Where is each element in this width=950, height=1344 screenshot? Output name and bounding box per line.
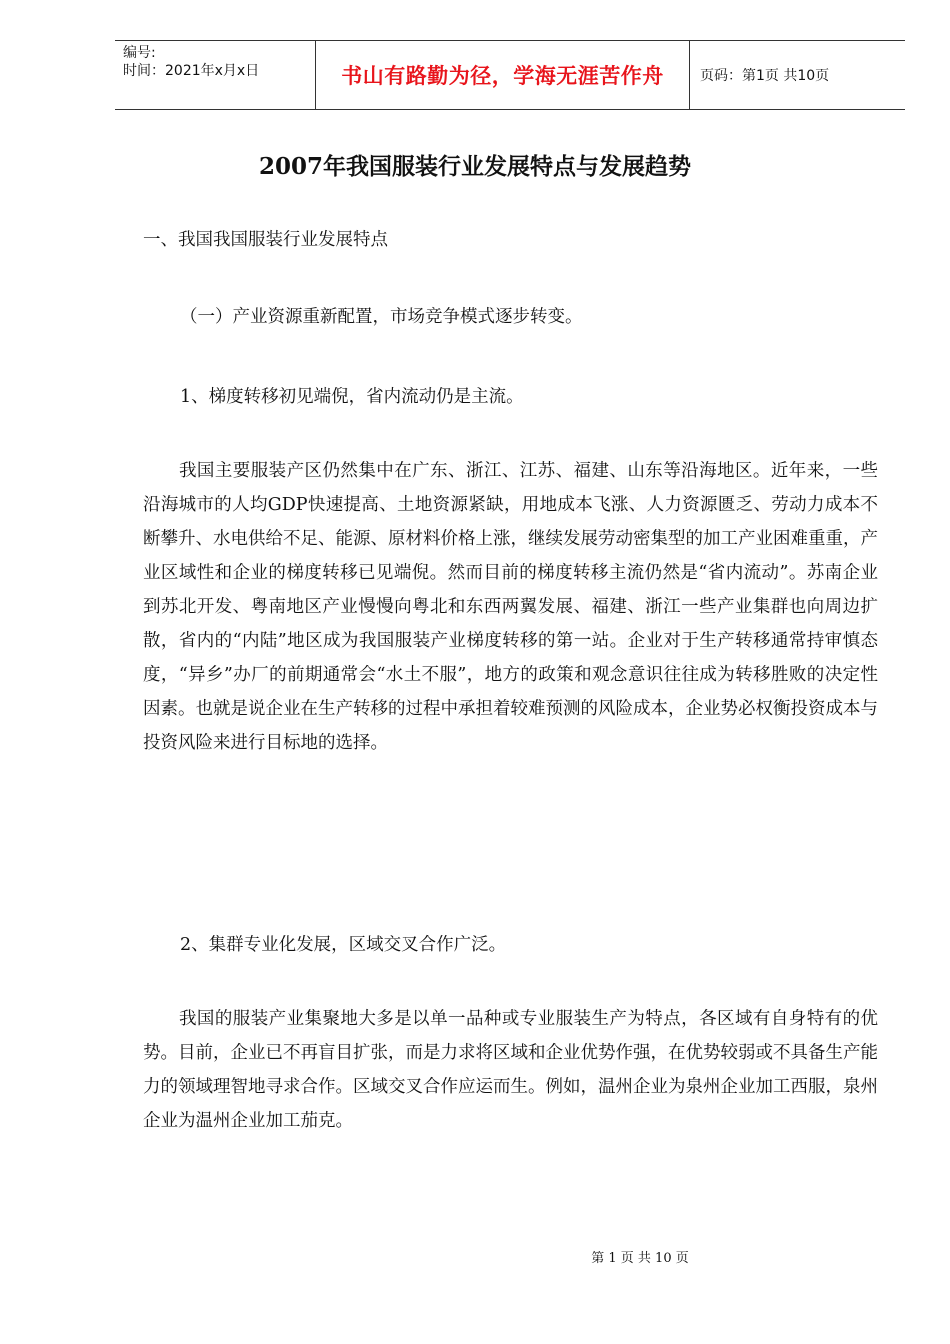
time-label: 时间：2021年x月x日 <box>123 63 260 79</box>
item1-heading: 1、梯度转移初见端倪，省内流动仍是主流。 <box>180 387 524 407</box>
header-page-info <box>690 41 905 109</box>
subsection-heading: （一）产业资源重新配置，市场竞争模式逐步转变。 <box>180 307 583 327</box>
section-heading: 一、我国我国服装行业发展特点 <box>143 230 388 250</box>
number-label: 编号: <box>123 45 156 61</box>
header-meta <box>115 41 316 109</box>
document-title: 2007年我国服装行业发展特点与发展趋势 <box>258 153 691 180</box>
page-info-text: 页码：第1页 共10页 <box>700 68 830 84</box>
item1-paragraph: 我国主要服装产区仍然集中在广东、浙江、江苏、福建、山东等沿海地区。近年来，一些沿海城市的人均GDP快速提高、土地资源紧缺，用地成本飞涨、人力资源匮乏、劳动力成本不断攀升、水电供给不足、能源、原材料价格上涨，继续发展劳动密集型的加工产业困难重重，产业区域性和企业的梯度转移已见端倪。然而目前的梯度转移主流仍然是“省内流动”。苏南企业到苏北开发、粤南地区产业慢慢向粤北和东西两翼发展、福建、浙江一些产业集群也向周边扩散，省内的“内陆”地区成为我国服装产业梯度转移的第一站。企业对于生产转移通常持审慎态度，“异乡”办厂的前期通常会“水土不服”，地方的政策和观念意识往往成为转移胜败的决定性因素。也就是说企业在生产转移的过程中承担着较难预测的风险成本，企业势必权衡投资成本与投资风险来进行目标地的选择。 <box>143 461 878 753</box>
header-motto-cell <box>316 41 690 109</box>
motto-text: 书山有路勤为径，学海无涯苦作舟 <box>341 64 664 88</box>
page-footer: 第 1 页 共 10 页 <box>591 1251 689 1266</box>
item2-heading: 2、集群专业化发展，区域交叉合作广泛。 <box>180 935 507 955</box>
item2-paragraph: 我国的服装产业集聚地大多是以单一品种或专业服装生产为特点，各区域有自身特有的优势。目前，企业已不再盲目扩张，而是力求将区域和企业优势作强，在优势较弱或不具备生产能力的领域理智地寻求合作。区域交叉合作应运而生。例如，温州企业为泉州企业加工西服，泉州企业为温州企业加工茄克。 <box>143 1009 878 1131</box>
document-header <box>115 40 905 110</box>
